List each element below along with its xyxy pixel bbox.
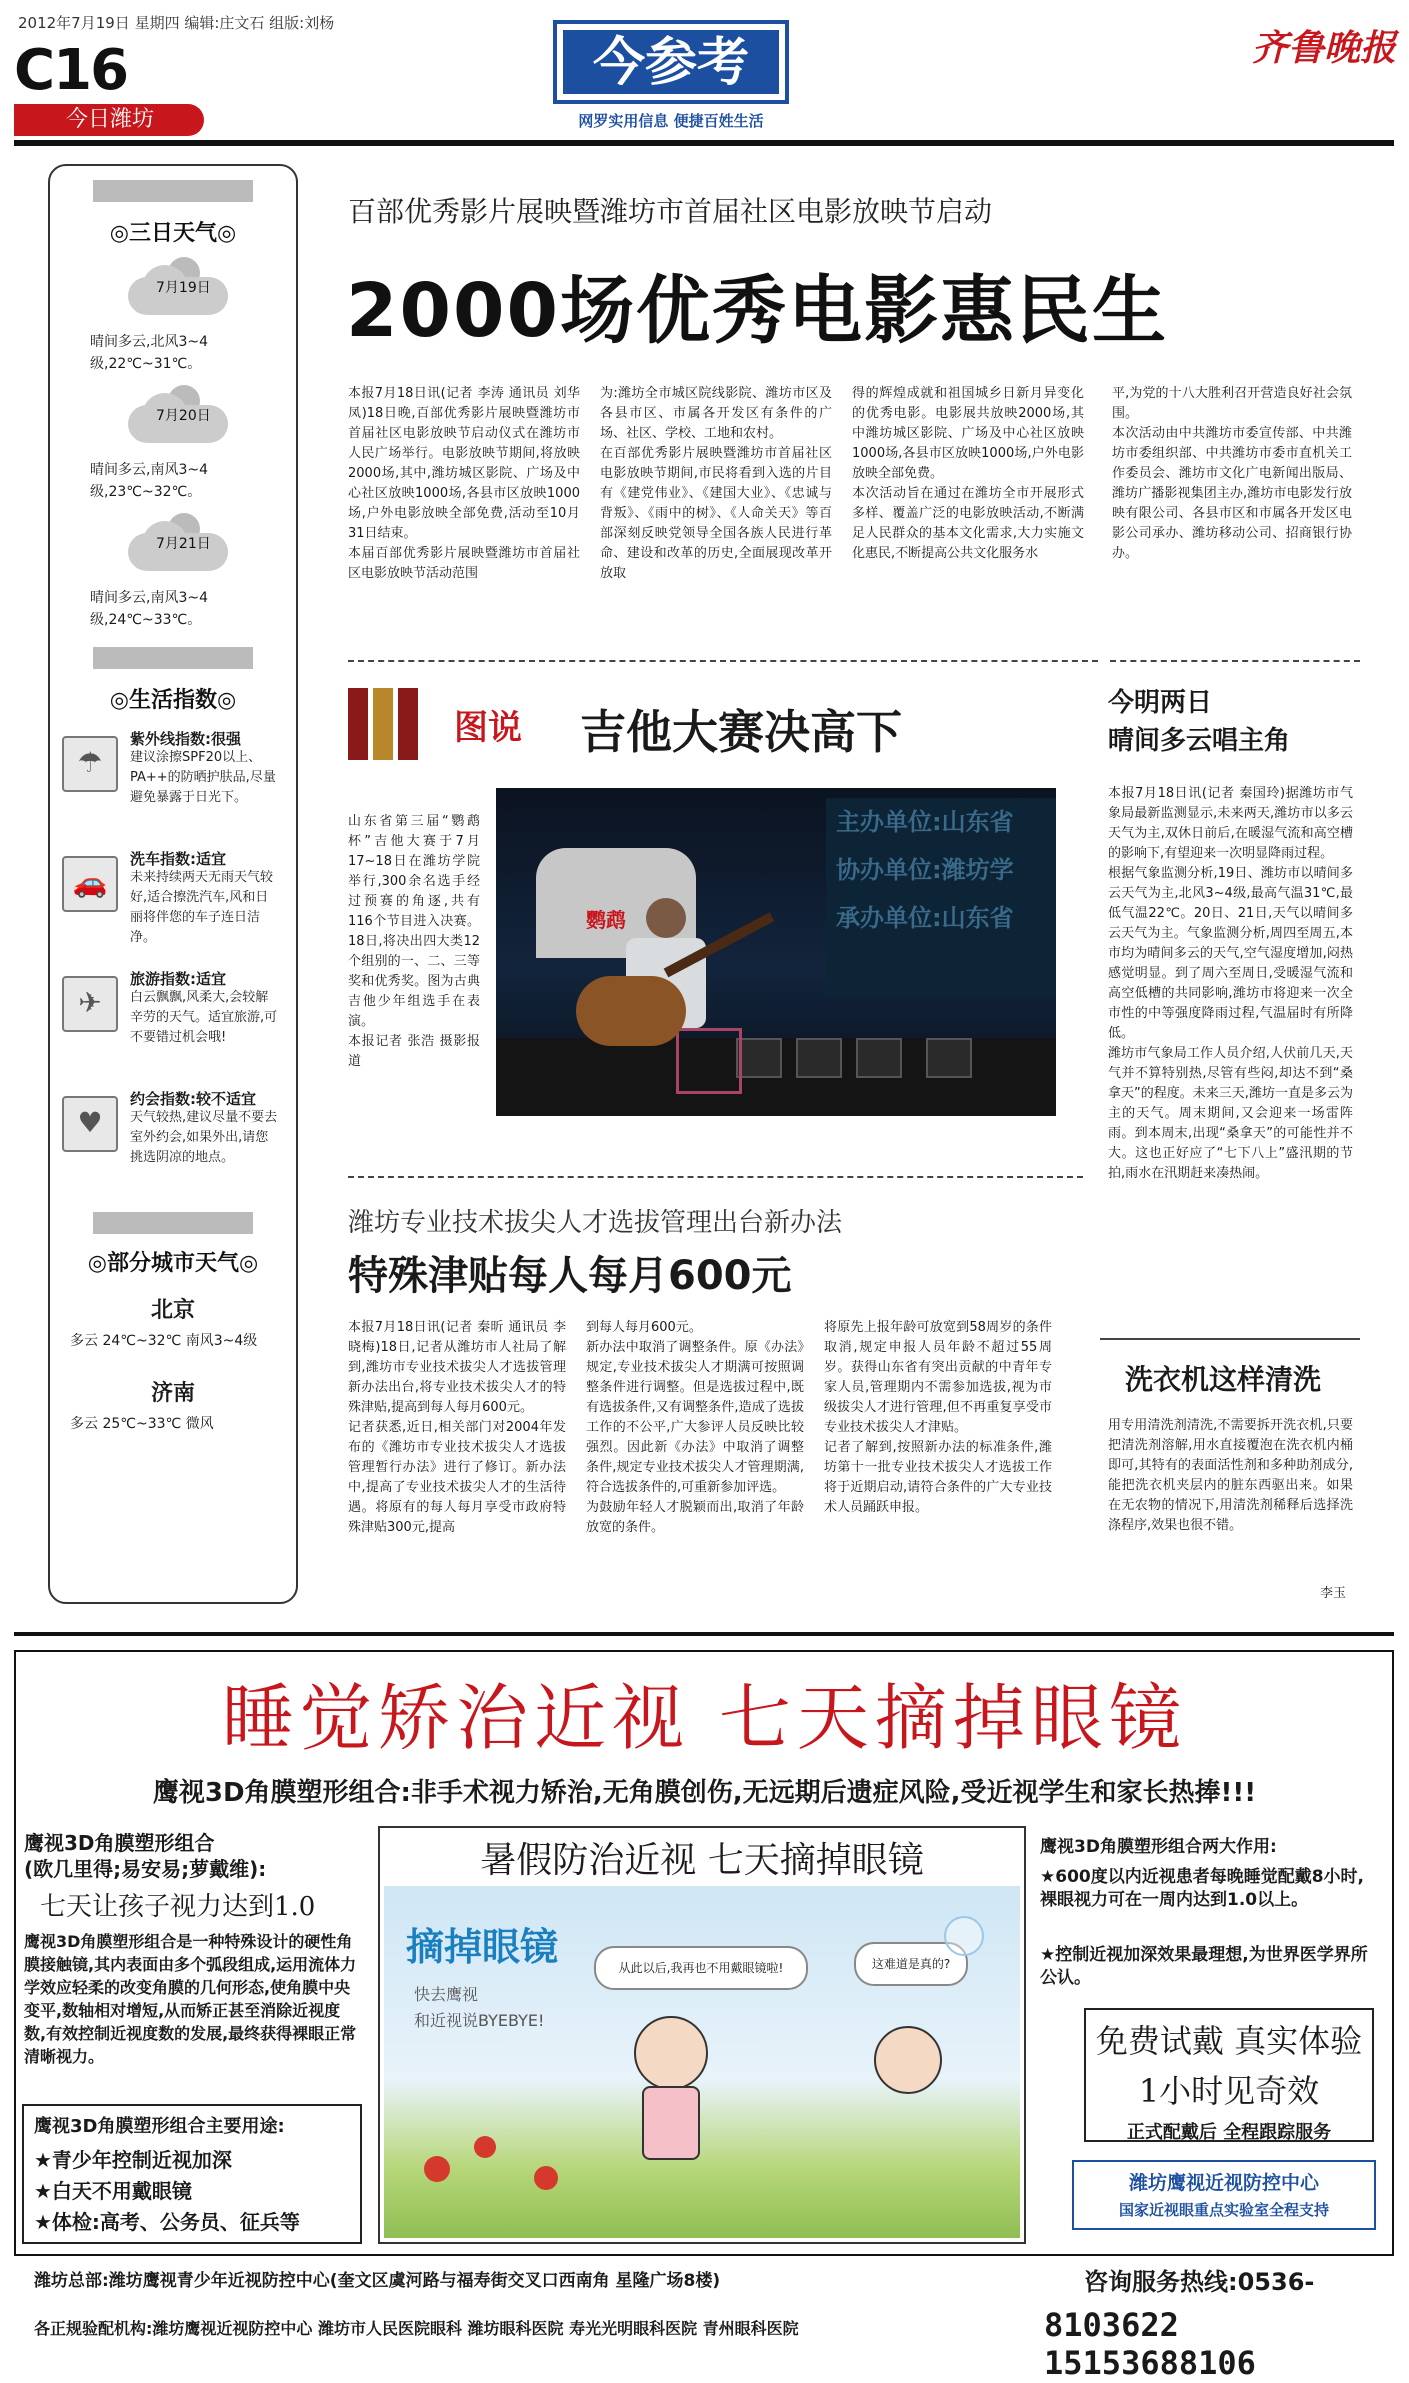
bubble	[944, 1916, 984, 1956]
weather-text: 晴间多云,南风3~4级,24℃~33℃。	[90, 590, 208, 628]
ad-right-item: ★控制近视加深效果最理想,为世界医学界所公认。	[1040, 1945, 1368, 1988]
girl-face	[634, 2016, 708, 2090]
wash-body: 用专用清洗剂清洗,不需要拆开洗衣机,只要把清洗剂溶解,用水直接覆泡在洗衣机内桶即可,其特有的表面活性剂和多种助剂成分,能把洗衣机夹层内的脏东西驱出来。如果在无农物的情况下,用清洗剂稀释后选择洗涤程序,效果也很不错。	[1108, 1418, 1353, 1533]
weather-day	[50, 257, 296, 375]
top-rule	[14, 140, 1394, 146]
allowance-column: 本报7月18日讯(记者 秦昕 通讯员 李晓梅)18日,记者从潍坊市人社局了解到,潍坊市专业技术拔尖人才选拔管理新办法出台,将专业技术拔尖人才的特殊津贴,提高到每人每月600元。 记者获悉,近日,相关部门对2004年发布的《潍坊市专业技术拔尖人才选拔管理暂行办法》进行了修订。新办法中,提高了专业技术拔尖人才的生活待遇。将原有的每人每月享受市政府特殊津贴300元,提高	[348, 1320, 566, 1535]
redacted-bar	[93, 647, 253, 669]
flower	[474, 2136, 496, 2158]
weather-date: 7月20日	[156, 408, 211, 424]
film-icon	[348, 688, 418, 760]
ad-headquarters: 潍坊总部:潍坊鹰视青少年近视防控中心(奎文区虞河路与福寿街交叉口西南角 星隆广场8楼)	[34, 2271, 721, 2291]
life-index-body: 建议涂擦SPF20以上、PA++的防晒护肤品,尽量避免暴露于日光下。	[130, 750, 276, 805]
divider	[348, 660, 1098, 662]
life-index-body: 未来持续两天无雨天气较好,适合擦洗汽车,风和日丽将伴您的车子连日洁净。	[130, 870, 274, 945]
guitar	[576, 976, 686, 1046]
ad-contact-bar	[14, 2254, 1394, 2382]
speech-bubble: 从此以后,我再也不用戴眼镜啦!	[594, 1946, 808, 1990]
redacted-bar	[93, 1212, 253, 1234]
article-column: 为:潍坊全市城区院线影院、潍坊市区及各县市区、市属各开发区有条件的广场、社区、学校、工地和农村。 在百部优秀影片展映暨潍坊市首届社区电影放映节期间,市民将看到入选的片目有《建党伟业》、《建国大业》、《忠诚与背叛》、《雨中的树》、《人命关天》等百部深刻反映党领导全国各族人民进行革命、建设和改革的历史,全面展现改革开放取	[600, 386, 832, 581]
article-kicker: 百部优秀影片展映暨潍坊市首届社区电影放映节启动	[348, 195, 993, 228]
weather-date: 7月19日	[156, 280, 211, 296]
weather-text: 晴间多云,北风3~4级,22℃~31℃。	[90, 334, 208, 372]
cloud-icon	[122, 257, 232, 321]
ad-poster-title: 暑假防治近视 七天摘掉眼镜	[480, 1840, 924, 1881]
page-number: C16	[14, 38, 128, 103]
photo-tag: 图说	[454, 708, 522, 748]
boy-face	[874, 2026, 942, 2094]
divider	[1110, 660, 1360, 662]
masthead	[553, 20, 789, 104]
issue-meta: 2012年7月19日 星期四 编辑:庄文石 组版:刘杨	[18, 14, 335, 32]
ad-subtitle: 鹰视3D角膜塑形组合:非手术视力矫治,无角膜创伤,无远期后遗症风险,受近视学生和家长热捧!!!	[152, 1778, 1257, 1808]
divider	[348, 1176, 1083, 1178]
life-index-item	[50, 962, 296, 1082]
masthead-subtitle: 网罗实用信息 便捷百姓生活	[578, 112, 764, 130]
section-tag: 今日潍坊	[14, 104, 204, 136]
life-index-body: 天气较热,建议尽量不要去室外约会,如果外出,请您挑选阴凉的地点。	[130, 1110, 278, 1165]
allowance-column: 将原先上报年龄可放宽到58周岁的条件取消,规定申报人员年龄不超过55周岁。获得山东省有突出贡献的中青年专家人员,管理期内不需参加选拔,视为市级拔尖人才进行管理,但不再重复享受市专业技术拔尖人才津贴。 记者了解到,按照新办法的标准条件,潍坊第十一批专业技术拔尖人才选拔工作将于近期启动,请符合条件的广大专业技术人员踊跃申报。	[824, 1320, 1052, 1515]
ad-title: 睡觉矫治近视 七天摘掉眼镜	[222, 1676, 1187, 1760]
life-index-item	[50, 842, 296, 962]
divider	[1100, 1338, 1360, 1340]
ad-right-item: ★600度以内近视患者每晚睡觉配戴8小时,裸眼视力可在一周内达到1.0以上。	[1040, 1867, 1365, 1910]
car-icon: 🚗	[62, 856, 118, 912]
stage-backdrop-shape: 鹦鹉	[536, 848, 696, 958]
weather-day	[50, 513, 296, 631]
airplane-icon: ✈	[62, 976, 118, 1032]
stage-banner: 主办单位:山东省 协办单位:潍坊学 承办单位:山东省	[826, 798, 1056, 998]
ad-uses-box: 鹰视3D角膜塑形组合主要用途: ★青少年控制近视加深 ★白天不用戴眼镜 ★体检:高考、公务员、征兵等	[22, 2104, 362, 2244]
ad-right-title: 鹰视3D角膜塑形组合两大作用:	[1040, 1837, 1277, 1857]
wash-author: 李玉	[1320, 1586, 1347, 1601]
umbrella-icon: ☂	[62, 736, 118, 792]
speech-bubble: 这难道是真的?	[854, 1942, 968, 1986]
clinic-name-box: 潍坊鹰视近视防控中心 国家近视眼重点实验室全程支持	[1072, 2160, 1376, 2230]
city-weather-title: ◎部分城市天气◎	[87, 1251, 259, 1276]
ad-left-title: 鹰视3D角膜塑形组合 (欧几里得;易安易;萝戴维):	[24, 1831, 267, 1881]
ad-partners: 各正规验配机构:潍坊鹰视近视防控中心 潍坊市人民医院眼科 潍坊眼科医院 寿光光明眼科医院 青州眼科医院	[34, 2319, 799, 2338]
allowance-column: 到每人每月600元。 新办法中取消了调整条件。原《办法》规定,专业技术拔尖人才期满可按照调整条件进行调整。但是选拔过程中,既有选拔条件,又有调整条件,造成了选拔工作的不公平,广大参评人员反映比较强烈。因此新《办法》中取消了调整条件,规定专业技术拔尖人才管理期满,符合选拔条件的,可重新参加评选。 为鼓励年轻人才脱颖而出,取消了年龄放宽的条件。	[586, 1320, 804, 1535]
weather-sidebar	[48, 164, 298, 1604]
city-weather: 多云 24℃~32℃ 南风3~4级	[70, 1333, 258, 1349]
ad-poster-illustration: 摘掉眼镜 快去鹰视 和近视说BYEBYE! 从此以后,我再也不用戴眼镜啦! 这难道是真的?	[384, 1886, 1020, 2238]
city-weather: 多云 25℃~33℃ 微风	[70, 1416, 214, 1432]
photo-caption: 山东省第三届“鹦鹉杯”吉他大赛于7月17~18日在潍坊学院举行,300余名选手经过预赛的角逐,共有116个节目进入决赛。18日,将决出四大类12个组别的一、二、三等奖和优秀奖。图为古典吉他少年组选手在表演。 本报记者 张浩 摄影报道	[348, 814, 480, 1069]
weather-text: 晴间多云,南风3~4级,23℃~32℃。	[90, 462, 208, 500]
city-name: 北京	[150, 1298, 195, 1323]
photo-headline: 吉他大赛决高下	[580, 705, 902, 759]
life-index-title: 约会指数:较不适宜	[130, 1090, 256, 1108]
allowance-headline: 特殊津贴每人每月600元	[348, 1253, 792, 1299]
life-index-title: 紫外线指数:很强	[130, 730, 241, 748]
city-name: 济南	[150, 1381, 195, 1406]
cloud-icon	[122, 513, 232, 577]
flower	[534, 2166, 558, 2190]
flower	[424, 2156, 450, 2182]
weather-date: 7月21日	[156, 536, 211, 552]
three-day-weather-title: ◎三日天气◎	[109, 221, 237, 246]
weather-day	[50, 385, 296, 503]
ad-hotline-label: 咨询服务热线:0536-	[1084, 2268, 1315, 2296]
redacted-bar	[93, 180, 253, 202]
weather-headline: 今明两日 晴间多云唱主角	[1108, 688, 1291, 756]
life-index-item	[50, 722, 296, 842]
allowance-kicker: 潍坊专业技术拔尖人才选拔管理出台新办法	[348, 1208, 843, 1238]
life-index-title: 旅游指数:适宜	[130, 970, 226, 988]
weather-story-body: 本报7月18日讯(记者 秦国玲)据潍坊市气象局最新监测显示,未来两天,潍坊市以多云天气为主,双休日前后,在暖湿气流和高空槽的影响下,有望迎来一次明显降雨过程。 根据气象监测分析,19日、潍坊市以晴间多云天气为主,北风3~4级,最高气温31℃,最低气温22℃。20日、21日,天气以晴间多云天气为主。气象监测分析,周四至周五,本市均为晴间多云的天气,空气湿度增加,闷热感觉明显。到了周六至周日,受暖湿气流和高空低槽的共同影响,潍坊市将迎来一次全市性的中等强度降雨过程,气温届时有所降低。 潍坊市气象局工作人员介绍,人伏前几天,天气并不算特别热,尽管有些闷,却达不到“桑拿天”的程度。未来三天,潍坊一直是多云为主的天气。周末期间,又会迎来一场雷阵雨。到本周末,出现“桑拿天”的可能性并不大。这也正好应了“七下八上”盛汛期的节拍,雨水在汛期赶来凑热闹。	[1108, 786, 1353, 1181]
article-column: 本报7月18日讯(记者 李涛 通讯员 刘华凤)18日晚,百部优秀影片展映暨潍坊市首届社区电影放映节启动仪式在潍坊市人民广场举行。电影放映节期间,将放映2000场,其中,潍坊城区影院、广场及中心社区放映1000场,各县市区放映1000场,户外电影放映全部免费,活动至10月31日结束。 本届百部优秀影片展映暨潍坊市首届社区电影放映节活动范围	[348, 386, 580, 581]
chair	[676, 1028, 742, 1094]
girl-dress	[642, 2086, 700, 2160]
ad-left-body: 鹰视3D角膜塑形组合是一种特殊设计的硬性角膜接触镜,其内表面由多个弧段组成,运用流体力学效应轻柔的改变角膜的几何形态,使角膜中央变平,数轴相对增短,从而矫正甚至消除近视度数,有效控制近视度数的发展,最终获得裸眼正常清晰视力。	[24, 1932, 357, 2066]
article-column: 平,为党的十八大胜利召开营造良好社会氛围。 本次活动由中共潍坊市委宣传部、中共潍坊市委组织部、中共潍坊市委市直机关工作委员会、潍坊市文化广电新闻出版局、潍坊广播影视集团主办,潍坊市电影发行放映有限公司、各县市区和市属各开发区电影公司承办、潍坊移动公司、招商银行协办。	[1112, 386, 1352, 561]
performer-head	[646, 898, 686, 938]
paper-logo: 齐鲁晚报	[1252, 27, 1397, 69]
bottom-rule	[14, 1632, 1394, 1636]
article-headline: 2000场优秀电影惠民生	[346, 268, 1168, 354]
ad-hotline-numbers: 8103622 15153688106	[1044, 2306, 1256, 2382]
guitar-contest-photo	[496, 788, 1056, 1116]
cloud-icon	[122, 385, 232, 449]
masthead-title: 今参考	[563, 30, 779, 94]
wash-headline: 洗衣机这样清洗	[1125, 1363, 1322, 1396]
article-column: 得的辉煌成就和祖国城乡日新月异变化的优秀电影。电影展共放映2000场,其中潍坊城区影院、广场及中心社区放映1000场,各县市区放映1000场,户外电影放映全部免费。 本次活动旨在通过在潍坊全市开展形式多样、覆盖广泛的电影放映活动,不断满足人民群众的基本文化需求,大力实施文化惠民,不断提高公共文化服务水	[852, 386, 1084, 561]
life-index-title: 洗车指数:适宜	[130, 850, 226, 868]
couple-icon: ♥	[62, 1096, 118, 1152]
ad-left-slogan: 七天让孩子视力达到1.0	[40, 1892, 316, 1922]
life-index-title: ◎生活指数◎	[109, 688, 237, 713]
life-index-item	[50, 1082, 296, 1202]
free-trial-box: 免费试戴 真实体验 1小时见奇效 正式配戴后 全程跟踪服务	[1084, 2008, 1374, 2142]
life-index-body: 白云飘飘,风柔大,会较解辛劳的天气。适宜旅游,可不要错过机会哦!	[130, 990, 278, 1045]
